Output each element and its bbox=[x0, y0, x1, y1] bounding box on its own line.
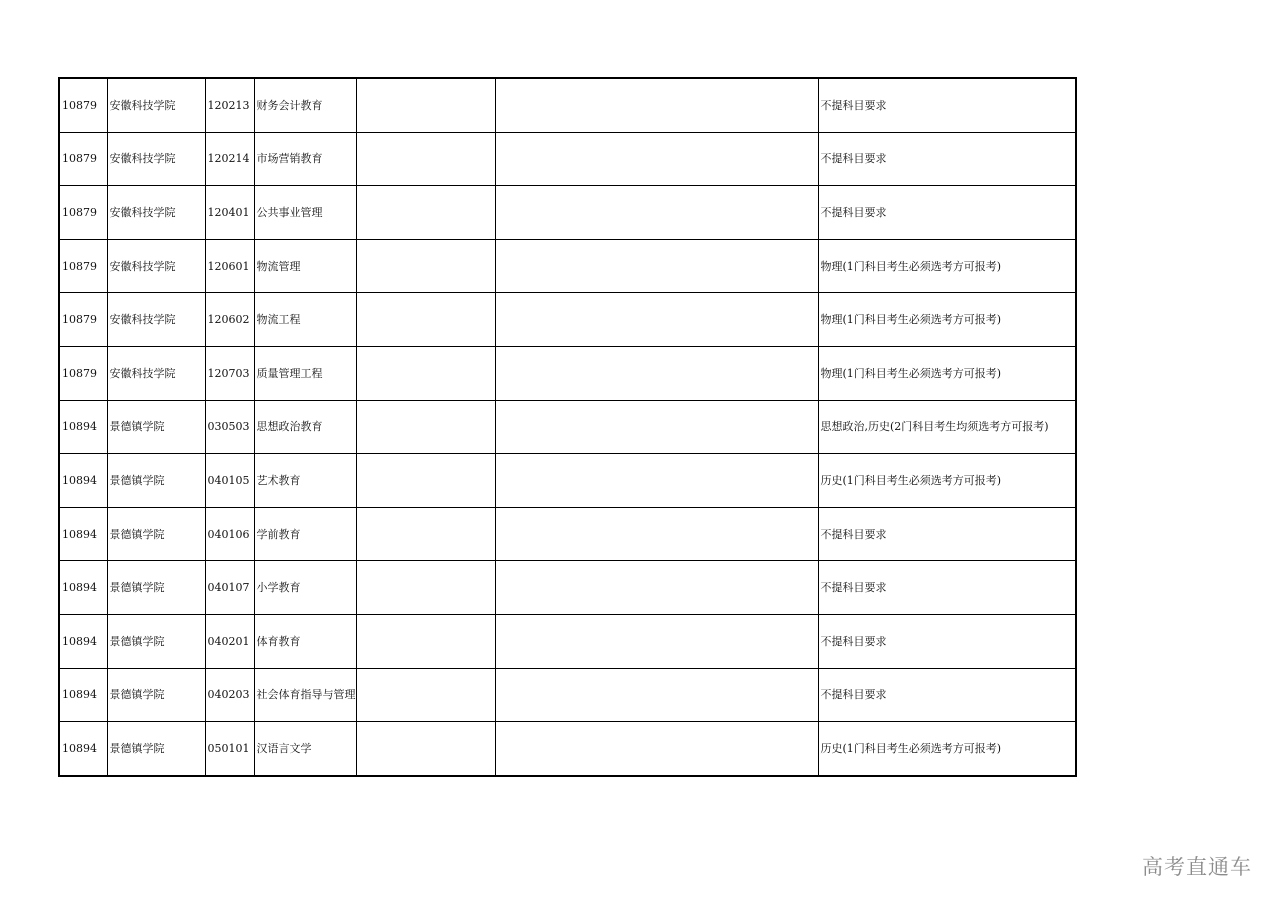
school-name-cell: 景德镇学院 bbox=[107, 400, 205, 454]
empty-cell bbox=[495, 400, 818, 454]
table-row bbox=[59, 132, 1076, 186]
school-name-cell: 安徽科技学院 bbox=[107, 346, 205, 400]
table-row bbox=[59, 668, 1076, 722]
subject-requirement-cell: 历史(1门科目考生必须选考方可报考) bbox=[818, 722, 1076, 776]
table-row bbox=[59, 78, 1076, 132]
major-name-cell: 物流工程 bbox=[254, 293, 356, 347]
major-name-cell: 汉语言文学 bbox=[254, 722, 356, 776]
table-row bbox=[59, 454, 1076, 508]
empty-cell bbox=[356, 722, 495, 776]
empty-cell bbox=[495, 186, 818, 240]
empty-cell bbox=[356, 561, 495, 615]
school-code-cell: 10894 bbox=[59, 561, 107, 615]
table-row bbox=[59, 507, 1076, 561]
empty-cell bbox=[356, 78, 495, 132]
major-code-cell: 040107 bbox=[205, 561, 254, 615]
school-code-cell: 10894 bbox=[59, 507, 107, 561]
table-row bbox=[59, 561, 1076, 615]
empty-cell bbox=[495, 668, 818, 722]
school-name-cell: 景德镇学院 bbox=[107, 668, 205, 722]
empty-cell bbox=[495, 293, 818, 347]
empty-cell bbox=[495, 722, 818, 776]
empty-cell bbox=[356, 614, 495, 668]
major-name-cell: 质量管理工程 bbox=[254, 346, 356, 400]
major-code-cell: 120703 bbox=[205, 346, 254, 400]
subject-requirement-cell: 物理(1门科目考生必须选考方可报考) bbox=[818, 293, 1076, 347]
requirements-table bbox=[58, 77, 1077, 777]
major-code-cell: 040105 bbox=[205, 454, 254, 508]
school-name-cell: 景德镇学院 bbox=[107, 614, 205, 668]
empty-cell bbox=[495, 239, 818, 293]
subject-requirement-cell: 思想政治,历史(2门科目考生均须选考方可报考) bbox=[818, 400, 1076, 454]
table-body bbox=[59, 78, 1076, 776]
school-name-cell: 景德镇学院 bbox=[107, 561, 205, 615]
table-row bbox=[59, 400, 1076, 454]
school-code-cell: 10879 bbox=[59, 239, 107, 293]
major-code-cell: 120214 bbox=[205, 132, 254, 186]
empty-cell bbox=[356, 400, 495, 454]
subject-requirement-cell: 不提科目要求 bbox=[818, 186, 1076, 240]
subject-requirement-cell: 不提科目要求 bbox=[818, 561, 1076, 615]
school-name-cell: 安徽科技学院 bbox=[107, 186, 205, 240]
school-name-cell: 景德镇学院 bbox=[107, 507, 205, 561]
empty-cell bbox=[495, 78, 818, 132]
school-name-cell: 安徽科技学院 bbox=[107, 78, 205, 132]
empty-cell bbox=[495, 454, 818, 508]
major-code-cell: 120213 bbox=[205, 78, 254, 132]
subject-requirement-cell: 不提科目要求 bbox=[818, 78, 1076, 132]
major-name-cell: 物流管理 bbox=[254, 239, 356, 293]
table-row bbox=[59, 346, 1076, 400]
school-code-cell: 10879 bbox=[59, 186, 107, 240]
empty-cell bbox=[495, 561, 818, 615]
major-name-cell: 艺术教育 bbox=[254, 454, 356, 508]
empty-cell bbox=[356, 668, 495, 722]
subject-requirement-cell: 不提科目要求 bbox=[818, 132, 1076, 186]
school-code-cell: 10879 bbox=[59, 346, 107, 400]
major-code-cell: 120602 bbox=[205, 293, 254, 347]
major-name-cell: 学前教育 bbox=[254, 507, 356, 561]
school-code-cell: 10894 bbox=[59, 400, 107, 454]
school-code-cell: 10879 bbox=[59, 78, 107, 132]
subject-requirement-cell: 不提科目要求 bbox=[818, 507, 1076, 561]
empty-cell bbox=[495, 132, 818, 186]
subject-requirement-cell: 不提科目要求 bbox=[818, 668, 1076, 722]
subject-requirement-cell: 物理(1门科目考生必须选考方可报考) bbox=[818, 239, 1076, 293]
empty-cell bbox=[356, 346, 495, 400]
empty-cell bbox=[495, 614, 818, 668]
empty-cell bbox=[356, 186, 495, 240]
major-code-cell: 040201 bbox=[205, 614, 254, 668]
watermark-text: 高考直通车 bbox=[1142, 855, 1252, 879]
empty-cell bbox=[356, 132, 495, 186]
major-code-cell: 040106 bbox=[205, 507, 254, 561]
major-code-cell: 050101 bbox=[205, 722, 254, 776]
school-name-cell: 安徽科技学院 bbox=[107, 239, 205, 293]
empty-cell bbox=[356, 507, 495, 561]
school-code-cell: 10894 bbox=[59, 614, 107, 668]
empty-cell bbox=[495, 507, 818, 561]
school-name-cell: 景德镇学院 bbox=[107, 722, 205, 776]
empty-cell bbox=[356, 454, 495, 508]
empty-cell bbox=[356, 293, 495, 347]
school-code-cell: 10894 bbox=[59, 668, 107, 722]
major-name-cell: 市场营销教育 bbox=[254, 132, 356, 186]
table-row bbox=[59, 239, 1076, 293]
school-code-cell: 10894 bbox=[59, 722, 107, 776]
major-code-cell: 040203 bbox=[205, 668, 254, 722]
major-name-cell: 体育教育 bbox=[254, 614, 356, 668]
school-code-cell: 10879 bbox=[59, 132, 107, 186]
empty-cell bbox=[356, 239, 495, 293]
major-name-cell: 社会体育指导与管理 bbox=[254, 668, 356, 722]
table-row bbox=[59, 722, 1076, 776]
school-name-cell: 安徽科技学院 bbox=[107, 293, 205, 347]
table-row bbox=[59, 614, 1076, 668]
subject-requirement-cell: 物理(1门科目考生必须选考方可报考) bbox=[818, 346, 1076, 400]
empty-cell bbox=[495, 346, 818, 400]
school-code-cell: 10879 bbox=[59, 293, 107, 347]
table-row bbox=[59, 186, 1076, 240]
school-name-cell: 安徽科技学院 bbox=[107, 132, 205, 186]
table-row bbox=[59, 293, 1076, 347]
subject-requirement-cell: 历史(1门科目考生必须选考方可报考) bbox=[818, 454, 1076, 508]
major-name-cell: 公共事业管理 bbox=[254, 186, 356, 240]
major-code-cell: 030503 bbox=[205, 400, 254, 454]
school-code-cell: 10894 bbox=[59, 454, 107, 508]
major-code-cell: 120601 bbox=[205, 239, 254, 293]
major-code-cell: 120401 bbox=[205, 186, 254, 240]
subject-requirement-cell: 不提科目要求 bbox=[818, 614, 1076, 668]
major-name-cell: 财务会计教育 bbox=[254, 78, 356, 132]
major-name-cell: 思想政治教育 bbox=[254, 400, 356, 454]
major-name-cell: 小学教育 bbox=[254, 561, 356, 615]
school-name-cell: 景德镇学院 bbox=[107, 454, 205, 508]
